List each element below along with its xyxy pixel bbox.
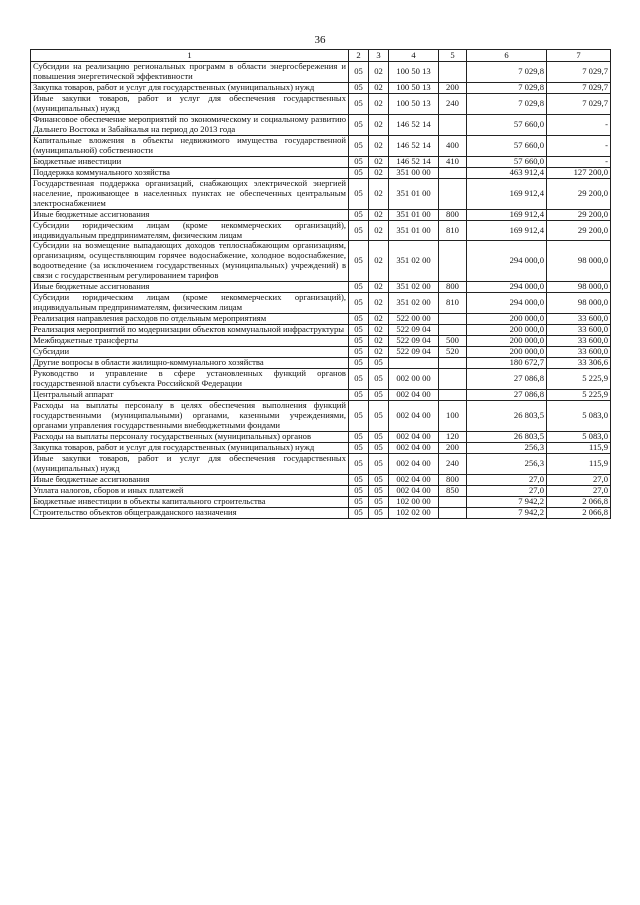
- row-subsection: 02: [369, 167, 389, 178]
- row-amount-1: 256,3: [467, 442, 547, 453]
- row-subsection: 02: [369, 325, 389, 336]
- table-row: [31, 178, 611, 209]
- row-amount-1: 294 000,0: [467, 241, 547, 282]
- row-target-article: 102 00 00: [389, 496, 439, 507]
- table-row: [31, 453, 611, 474]
- row-amount-1: 200 000,0: [467, 314, 547, 325]
- row-target-article: 146 52 14: [389, 135, 439, 156]
- row-subsection: 05: [369, 453, 389, 474]
- row-section: 05: [349, 485, 369, 496]
- row-amount-1: 57 660,0: [467, 135, 547, 156]
- row-target-article: 351 02 00: [389, 293, 439, 314]
- row-section: 05: [349, 325, 369, 336]
- row-amount-1: 294 000,0: [467, 282, 547, 293]
- row-name: Закупка товаров, работ и услуг для государственных (муниципальных) нужд: [31, 82, 349, 93]
- row-amount-2: -: [547, 114, 611, 135]
- row-section: 05: [349, 358, 369, 369]
- row-amount-1: 57 660,0: [467, 114, 547, 135]
- row-amount-1: 200 000,0: [467, 347, 547, 358]
- row-expense-type: 500: [439, 336, 467, 347]
- table-row: [31, 293, 611, 314]
- row-expense-type: [439, 369, 467, 390]
- row-amount-1: 7 029,8: [467, 93, 547, 114]
- row-amount-2: 33 600,0: [547, 347, 611, 358]
- row-amount-2: 98 000,0: [547, 282, 611, 293]
- row-amount-1: 169 912,4: [467, 220, 547, 241]
- row-target-article: 002 04 00: [389, 390, 439, 401]
- row-target-article: 146 52 14: [389, 114, 439, 135]
- row-target-article: 002 04 00: [389, 474, 439, 485]
- row-amount-1: 169 912,4: [467, 178, 547, 209]
- table-row: [31, 220, 611, 241]
- table-row: [31, 241, 611, 282]
- row-subsection: 02: [369, 114, 389, 135]
- row-target-article: 522 09 04: [389, 325, 439, 336]
- column-header: 4: [389, 50, 439, 62]
- row-subsection: 02: [369, 220, 389, 241]
- row-subsection: 02: [369, 282, 389, 293]
- row-target-article: 351 02 00: [389, 241, 439, 282]
- row-name: Другие вопросы в области жилищно-коммунального хозяйства: [31, 358, 349, 369]
- row-subsection: 05: [369, 369, 389, 390]
- row-expense-type: 410: [439, 156, 467, 167]
- column-header: 6: [467, 50, 547, 62]
- row-section: 05: [349, 209, 369, 220]
- row-section: 05: [349, 496, 369, 507]
- row-expense-type: 520: [439, 347, 467, 358]
- row-target-article: 522 09 04: [389, 336, 439, 347]
- column-header: 3: [369, 50, 389, 62]
- row-amount-1: 256,3: [467, 453, 547, 474]
- row-subsection: 05: [369, 474, 389, 485]
- table-row: [31, 474, 611, 485]
- row-target-article: 100 50 13: [389, 62, 439, 83]
- table-row: [31, 114, 611, 135]
- row-amount-1: 7 029,8: [467, 62, 547, 83]
- row-expense-type: 240: [439, 93, 467, 114]
- row-subsection: 05: [369, 507, 389, 518]
- row-name: Закупка товаров, работ и услуг для государственных (муниципальных) нужд: [31, 442, 349, 453]
- row-section: 05: [349, 314, 369, 325]
- row-subsection: 02: [369, 93, 389, 114]
- row-section: 05: [349, 293, 369, 314]
- row-subsection: 02: [369, 82, 389, 93]
- row-amount-1: 26 803,5: [467, 401, 547, 432]
- row-expense-type: [439, 314, 467, 325]
- row-expense-type: [439, 358, 467, 369]
- row-expense-type: [439, 167, 467, 178]
- row-subsection: 02: [369, 178, 389, 209]
- row-amount-2: 33 306,6: [547, 358, 611, 369]
- row-expense-type: 200: [439, 442, 467, 453]
- row-subsection: 02: [369, 241, 389, 282]
- row-section: 05: [349, 93, 369, 114]
- row-target-article: 002 04 00: [389, 485, 439, 496]
- table-row: [31, 401, 611, 432]
- row-name: Иные бюджетные ассигнования: [31, 209, 349, 220]
- row-section: 05: [349, 401, 369, 432]
- table-row: [31, 82, 611, 93]
- row-expense-type: 100: [439, 401, 467, 432]
- row-subsection: 05: [369, 358, 389, 369]
- row-amount-2: 5 083,0: [547, 431, 611, 442]
- row-amount-1: 180 672,7: [467, 358, 547, 369]
- budget-table: [30, 49, 611, 519]
- row-amount-1: 27,0: [467, 474, 547, 485]
- row-name: Субсидии юридическим лицам (кроме некоммерческих организаций), индивидуальным предпринимателям, физическим лицам: [31, 220, 349, 241]
- table-row: [31, 314, 611, 325]
- row-amount-2: 115,9: [547, 442, 611, 453]
- row-amount-1: 57 660,0: [467, 156, 547, 167]
- row-target-article: 351 02 00: [389, 282, 439, 293]
- table-row: [31, 167, 611, 178]
- row-subsection: 05: [369, 401, 389, 432]
- row-amount-2: 2 066,8: [547, 496, 611, 507]
- row-amount-1: 294 000,0: [467, 293, 547, 314]
- row-target-article: 100 50 13: [389, 93, 439, 114]
- row-amount-1: 169 912,4: [467, 209, 547, 220]
- row-section: 05: [349, 507, 369, 518]
- table-row: [31, 507, 611, 518]
- row-subsection: 02: [369, 62, 389, 83]
- row-expense-type: [439, 114, 467, 135]
- row-amount-1: 7 029,8: [467, 82, 547, 93]
- table-row: [31, 485, 611, 496]
- row-section: 05: [349, 62, 369, 83]
- row-amount-2: 5 225,9: [547, 369, 611, 390]
- row-target-article: 100 50 13: [389, 82, 439, 93]
- row-name: Реализация направления расходов по отдельным мероприятиям: [31, 314, 349, 325]
- row-target-article: 002 04 00: [389, 401, 439, 432]
- page-number: 36: [314, 34, 326, 46]
- row-subsection: 02: [369, 209, 389, 220]
- table-row: [31, 369, 611, 390]
- row-expense-type: 800: [439, 474, 467, 485]
- row-amount-2: 98 000,0: [547, 241, 611, 282]
- row-subsection: 02: [369, 347, 389, 358]
- row-name: Строительство объектов общегражданского назначения: [31, 507, 349, 518]
- table-row: [31, 135, 611, 156]
- row-amount-2: 33 600,0: [547, 336, 611, 347]
- row-section: 05: [349, 282, 369, 293]
- column-header: 5: [439, 50, 467, 62]
- row-target-article: 522 00 00: [389, 314, 439, 325]
- row-expense-type: 200: [439, 82, 467, 93]
- column-header: 2: [349, 50, 369, 62]
- row-expense-type: 850: [439, 485, 467, 496]
- row-expense-type: [439, 507, 467, 518]
- row-subsection: 05: [369, 431, 389, 442]
- row-expense-type: 120: [439, 431, 467, 442]
- row-section: 05: [349, 474, 369, 485]
- table-row: [31, 156, 611, 167]
- row-amount-2: 33 600,0: [547, 325, 611, 336]
- row-expense-type: 800: [439, 282, 467, 293]
- row-target-article: 351 01 00: [389, 220, 439, 241]
- row-name: Реализация мероприятий по модернизации объектов коммунальной инфраструктуры: [31, 325, 349, 336]
- row-amount-2: -: [547, 135, 611, 156]
- row-amount-2: 27,0: [547, 485, 611, 496]
- row-section: 05: [349, 156, 369, 167]
- row-amount-2: 29 200,0: [547, 178, 611, 209]
- row-amount-2: 127 200,0: [547, 167, 611, 178]
- row-name: Расходы на выплаты персоналу государственных (муниципальных) органов: [31, 431, 349, 442]
- row-section: 05: [349, 241, 369, 282]
- row-name: Межбюджетные трансферты: [31, 336, 349, 347]
- row-expense-type: [439, 390, 467, 401]
- row-subsection: 02: [369, 336, 389, 347]
- table-row: [31, 209, 611, 220]
- row-section: 05: [349, 178, 369, 209]
- row-name: Иные бюджетные ассигнования: [31, 282, 349, 293]
- row-amount-1: 27 086,8: [467, 390, 547, 401]
- column-header: 1: [31, 50, 349, 62]
- row-amount-1: 200 000,0: [467, 336, 547, 347]
- row-name: Расходы на выплаты персоналу в целях обеспечения выполнения функций государственными (муниципальными) органами, казенными учреждениями, органами управления государственными внебюджетными фондами: [31, 401, 349, 432]
- row-subsection: 02: [369, 293, 389, 314]
- table-row: [31, 442, 611, 453]
- row-section: 05: [349, 167, 369, 178]
- table-row: [31, 496, 611, 507]
- row-section: 05: [349, 453, 369, 474]
- row-target-article: 002 04 00: [389, 442, 439, 453]
- row-target-article: 002 00 00: [389, 369, 439, 390]
- row-amount-1: 7 942,2: [467, 496, 547, 507]
- column-number-row: [31, 50, 611, 62]
- row-name: Государственная поддержка организаций, снабжающих электрической энергией население, проживающее в населенных пунктах не обеспеченных центральным электроснабжением: [31, 178, 349, 209]
- row-expense-type: 810: [439, 220, 467, 241]
- row-name: Иные закупки товаров, работ и услуг для обеспечения государственных (муниципальных) нужд: [31, 93, 349, 114]
- row-expense-type: [439, 241, 467, 282]
- row-section: 05: [349, 336, 369, 347]
- row-name: Поддержка коммунального хозяйства: [31, 167, 349, 178]
- table-row: [31, 93, 611, 114]
- table-row: [31, 431, 611, 442]
- row-section: 05: [349, 114, 369, 135]
- row-amount-2: 5 083,0: [547, 401, 611, 432]
- row-amount-2: 2 066,8: [547, 507, 611, 518]
- row-subsection: 05: [369, 485, 389, 496]
- row-name: Субсидии на реализацию региональных программ в области энергосбережения и повышения энергетической эффективности: [31, 62, 349, 83]
- table-row: [31, 282, 611, 293]
- row-target-article: [389, 358, 439, 369]
- row-subsection: 05: [369, 390, 389, 401]
- column-header: 7: [547, 50, 611, 62]
- row-expense-type: 800: [439, 209, 467, 220]
- row-amount-1: 7 942,2: [467, 507, 547, 518]
- row-expense-type: [439, 496, 467, 507]
- table-row: [31, 358, 611, 369]
- row-name: Бюджетные инвестиции: [31, 156, 349, 167]
- row-target-article: 351 01 00: [389, 178, 439, 209]
- row-section: 05: [349, 220, 369, 241]
- row-subsection: 05: [369, 496, 389, 507]
- row-section: 05: [349, 431, 369, 442]
- row-subsection: 05: [369, 442, 389, 453]
- row-expense-type: [439, 178, 467, 209]
- row-name: Иные закупки товаров, работ и услуг для обеспечения государственных (муниципальных) нужд: [31, 453, 349, 474]
- row-name: Иные бюджетные ассигнования: [31, 474, 349, 485]
- row-amount-2: 29 200,0: [547, 220, 611, 241]
- table-row: [31, 347, 611, 358]
- table-row: [31, 62, 611, 83]
- row-target-article: 351 01 00: [389, 209, 439, 220]
- row-amount-2: 115,9: [547, 453, 611, 474]
- row-target-article: 351 00 00: [389, 167, 439, 178]
- row-expense-type: 400: [439, 135, 467, 156]
- row-amount-2: 33 600,0: [547, 314, 611, 325]
- row-amount-2: 7 029,7: [547, 93, 611, 114]
- row-amount-2: 27,0: [547, 474, 611, 485]
- row-amount-1: 27 086,8: [467, 369, 547, 390]
- row-subsection: 02: [369, 135, 389, 156]
- row-amount-2: 98 000,0: [547, 293, 611, 314]
- row-name: Финансовое обеспечение мероприятий по экономическому и социальному развитию Дальнего Востока и Забайкалья на период до 2013 года: [31, 114, 349, 135]
- row-amount-2: -: [547, 156, 611, 167]
- row-expense-type: 810: [439, 293, 467, 314]
- row-amount-2: 5 225,9: [547, 390, 611, 401]
- row-amount-2: 7 029,7: [547, 62, 611, 83]
- row-name: Капитальные вложения в объекты недвижимого имущества государственной (муниципальной) собственности: [31, 135, 349, 156]
- row-target-article: 002 04 00: [389, 431, 439, 442]
- row-target-article: 522 09 04: [389, 347, 439, 358]
- row-section: 05: [349, 82, 369, 93]
- row-section: 05: [349, 369, 369, 390]
- row-section: 05: [349, 135, 369, 156]
- row-amount-1: 200 000,0: [467, 325, 547, 336]
- row-amount-2: 29 200,0: [547, 209, 611, 220]
- row-name: Бюджетные инвестиции в объекты капитального строительства: [31, 496, 349, 507]
- row-name: Центральный аппарат: [31, 390, 349, 401]
- row-name: Уплата налогов, сборов и иных платежей: [31, 485, 349, 496]
- row-amount-2: 7 029,7: [547, 82, 611, 93]
- row-section: 05: [349, 442, 369, 453]
- table-row: [31, 325, 611, 336]
- row-subsection: 02: [369, 156, 389, 167]
- row-expense-type: [439, 62, 467, 83]
- row-amount-1: 26 803,5: [467, 431, 547, 442]
- row-name: Руководство и управление в сфере установленных функций органов государственной власти субъекта Российской Федерации: [31, 369, 349, 390]
- row-target-article: 146 52 14: [389, 156, 439, 167]
- row-amount-1: 27,0: [467, 485, 547, 496]
- table-row: [31, 336, 611, 347]
- row-amount-1: 463 912,4: [467, 167, 547, 178]
- row-expense-type: [439, 325, 467, 336]
- row-expense-type: 240: [439, 453, 467, 474]
- row-section: 05: [349, 347, 369, 358]
- row-name: Субсидии: [31, 347, 349, 358]
- row-subsection: 02: [369, 314, 389, 325]
- row-target-article: 102 02 00: [389, 507, 439, 518]
- row-name: Субсидии на возмещение выпадающих доходов теплоснабжающим организациям, организациям, осуществляющим горячее водоснабжение, холодное водоснабжение, водоотведение (за исключением государственных (муниципальных) учреждений) в связи с государственным регулированием тарифов: [31, 241, 349, 282]
- row-name: Субсидии юридическим лицам (кроме некоммерческих организаций), индивидуальным предпринимателям, физическим лицам: [31, 293, 349, 314]
- row-target-article: 002 04 00: [389, 453, 439, 474]
- row-section: 05: [349, 390, 369, 401]
- table-row: [31, 390, 611, 401]
